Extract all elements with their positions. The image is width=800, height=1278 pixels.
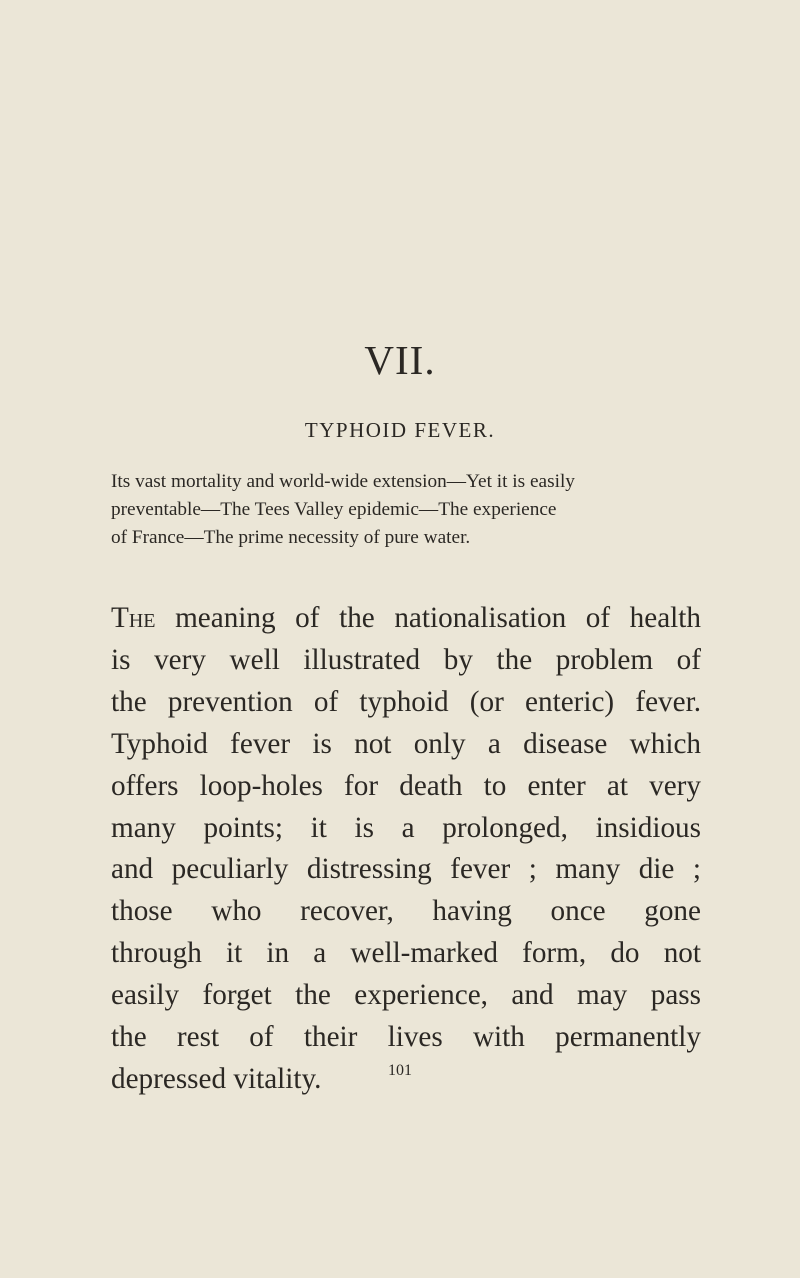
- first-line-text: meaning of the nationalisation of health: [155, 602, 701, 634]
- chapter-summary: [111, 468, 714, 552]
- body-line: many points; it is a prolonged, insidious: [111, 811, 701, 844]
- body-line: depressed vitality.: [111, 1062, 322, 1095]
- body-line: is very well illustrated by the problem of: [111, 643, 701, 676]
- lead-word: The: [111, 602, 156, 634]
- chapter-title: TYPHOID FEVER.: [304, 418, 496, 442]
- body-line: and peculiarly distressing fever ; many die ;: [111, 853, 701, 886]
- body-line: easily forget the experience, and may pass: [111, 979, 701, 1012]
- body-line: the prevention of typhoid (or enteric) fever.: [111, 685, 701, 718]
- body-line: [111, 598, 701, 640]
- body-line: the rest of their lives with permanently: [111, 1021, 701, 1054]
- body-line: through it in a well-marked form, do not: [111, 937, 701, 970]
- summary-line: preventable—The Tees Valley epidemic—The experience: [111, 499, 557, 520]
- summary-line: of France—The prime necessity of pure water.: [111, 527, 471, 548]
- body-paragraph: [111, 598, 701, 1101]
- body-line: those who recover, having once gone: [111, 895, 701, 928]
- body-line: offers loop-holes for death to enter at very: [111, 769, 701, 802]
- body-line: Typhoid fever is not only a disease which: [111, 727, 701, 760]
- page-number: 101: [388, 1062, 412, 1079]
- chapter-number: VII.: [364, 337, 436, 383]
- summary-line: Its vast mortality and world-wide extension—Yet it is easily: [111, 471, 575, 492]
